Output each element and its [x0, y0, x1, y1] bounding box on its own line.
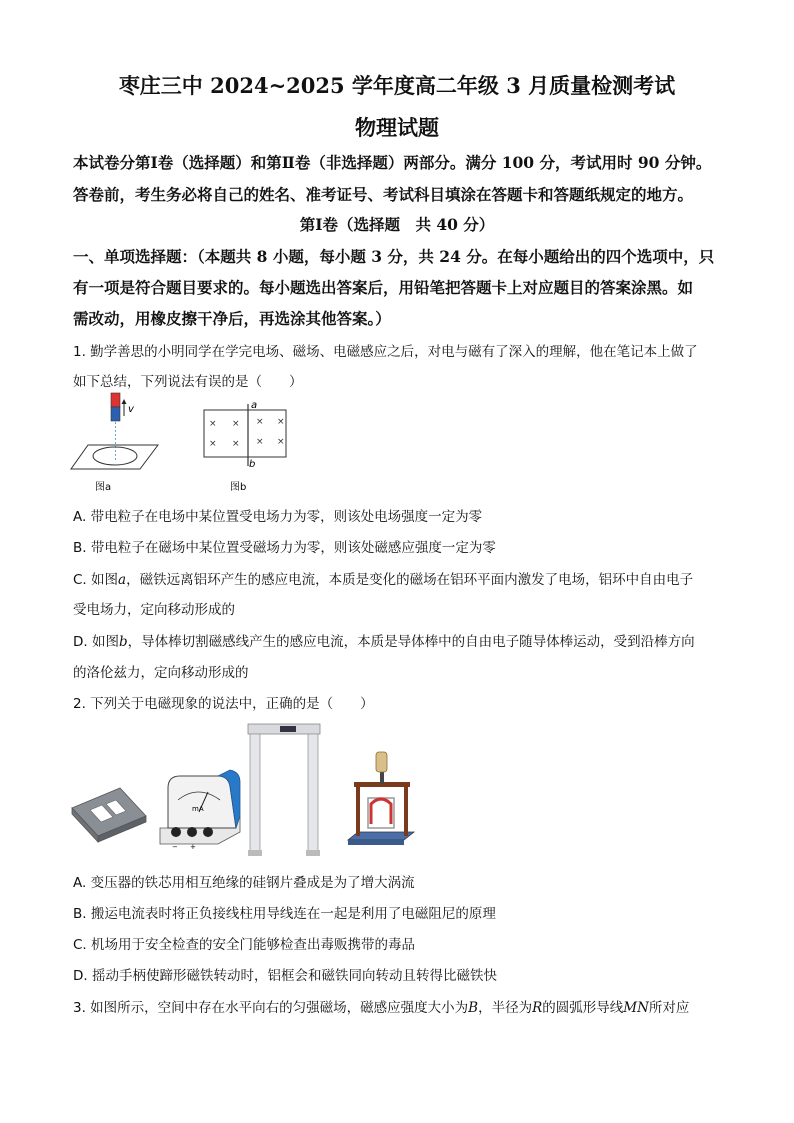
- svg-text:+: +: [190, 843, 196, 851]
- figure-b: [204, 400, 286, 493]
- q1-option-c-line-1: C. 如图a，磁铁远离铝环产生的感应电流，本质是变化的磁场在铝环平面内激发了电场，铝环中自由电子: [73, 572, 694, 588]
- rod-end-a: a: [251, 400, 258, 411]
- q1-stem-line-1: 1. 勤学善思的小明同学在学完电场、磁场、电磁感应之后，对电与磁有了深入的理解，他在笔记本上做了: [73, 344, 698, 360]
- subject-title: 物理试题: [355, 115, 439, 140]
- svg-text:×: ×: [209, 439, 217, 449]
- security-gate-image: [248, 724, 320, 856]
- q2-stem: 2. 下列关于电磁现象的说法中，正确的是（ ）: [73, 696, 374, 712]
- svg-text:×: ×: [256, 437, 264, 447]
- meter-label: mA: [192, 805, 204, 813]
- q3-stem: 3. 如图所示，空间中存在水平向右的匀强磁场，磁感应强度大小为B，半径为R的圆弧形导线MN所对应: [73, 1000, 690, 1016]
- q2-option-c: C. 机场用于安全检查的安全门能够检查出毒贩携带的毒品: [73, 937, 416, 953]
- ammeter-image: [160, 770, 240, 851]
- q1-option-a: A. 带电粒子在电场中某位置受电场力为零，则该处电场强度一定为零: [73, 509, 483, 525]
- section-instruction-3: 需改动，用橡皮擦干净后，再选涂其他答案。）: [73, 309, 391, 328]
- figure-a: [71, 393, 158, 493]
- svg-text:×: ×: [209, 419, 217, 429]
- q2-option-b: B. 搬运电流表时将正负接线柱用导线连在一起是利用了电磁阻尼的原理: [73, 906, 496, 922]
- figure-b-caption: 图b: [230, 482, 247, 493]
- svg-text:−: −: [172, 843, 178, 851]
- svg-text:×: ×: [232, 439, 240, 449]
- field-region: [204, 410, 286, 457]
- velocity-label: v: [128, 404, 134, 415]
- q2-option-d: D. 摇动手柄使蹄形磁铁转动时，铝框会和磁铁同向转动且转得比磁铁快: [73, 968, 497, 984]
- figure-a-caption: 图a: [95, 482, 112, 493]
- rod-end-b: b: [249, 459, 256, 470]
- svg-text:×: ×: [232, 419, 240, 429]
- section-heading: 第Ⅰ卷（选择题 共 40 分）: [299, 215, 495, 234]
- exam-title: 枣庄三中 2024~2025 学年度高二年级 3 月质量检测考试: [118, 73, 676, 98]
- q1-stem-line-2: 如下总结，下列说法有误的是（ ）: [73, 374, 303, 390]
- svg-text:×: ×: [256, 417, 264, 427]
- magnet-north-pole: [111, 393, 120, 407]
- intro-line-1: 本试卷分第Ⅰ卷（选择题）和第Ⅱ卷（非选择题）两部分。满分 100 分，考试用时 90 分钟。: [73, 153, 712, 172]
- q2-figures: [68, 720, 448, 860]
- svg-text:×: ×: [277, 437, 285, 447]
- magnet-south-pole: [111, 407, 120, 421]
- section-instruction-1: 一、单项选择题：（本题共 8 小题，每小题 3 分，共 24 分。在每小题给出的四个选项中，只: [73, 247, 715, 266]
- q2-option-a: A. 变压器的铁芯用相互绝缘的硅钢片叠成是为了增大涡流: [73, 875, 415, 891]
- q1-option-d-line-2: 的洛伦兹力，定向移动形成的: [73, 665, 249, 681]
- aluminum-ring: [93, 447, 137, 465]
- section-instruction-2: 有一项是符合题目要求的。每小题选出答案后，用铅笔把答题卡上对应题目的答案涂黑。如: [73, 278, 694, 297]
- q1-option-c-line-2: 受电场力，定向移动形成的: [73, 602, 235, 618]
- q1-option-d-line-1: D. 如图b，导体棒切割磁感线产生的感应电流，本质是导体棒中的自由电子随导体棒运动，受到沿棒方向: [73, 634, 695, 650]
- q1-option-b: B. 带电粒子在磁场中某位置受磁场力为零，则该处磁感应强度一定为零: [73, 540, 496, 556]
- magnet-rotation-apparatus-image: [348, 752, 414, 845]
- transformer-core-image: [72, 788, 146, 842]
- intro-line-2: 答卷前，考生务必将自己的姓名、准考证号、考试科目填涂在答题卡和答题纸规定的地方。: [73, 185, 694, 204]
- q1-figures: [68, 390, 298, 496]
- svg-text:×: ×: [277, 417, 285, 427]
- field-cross-marks: [209, 417, 285, 449]
